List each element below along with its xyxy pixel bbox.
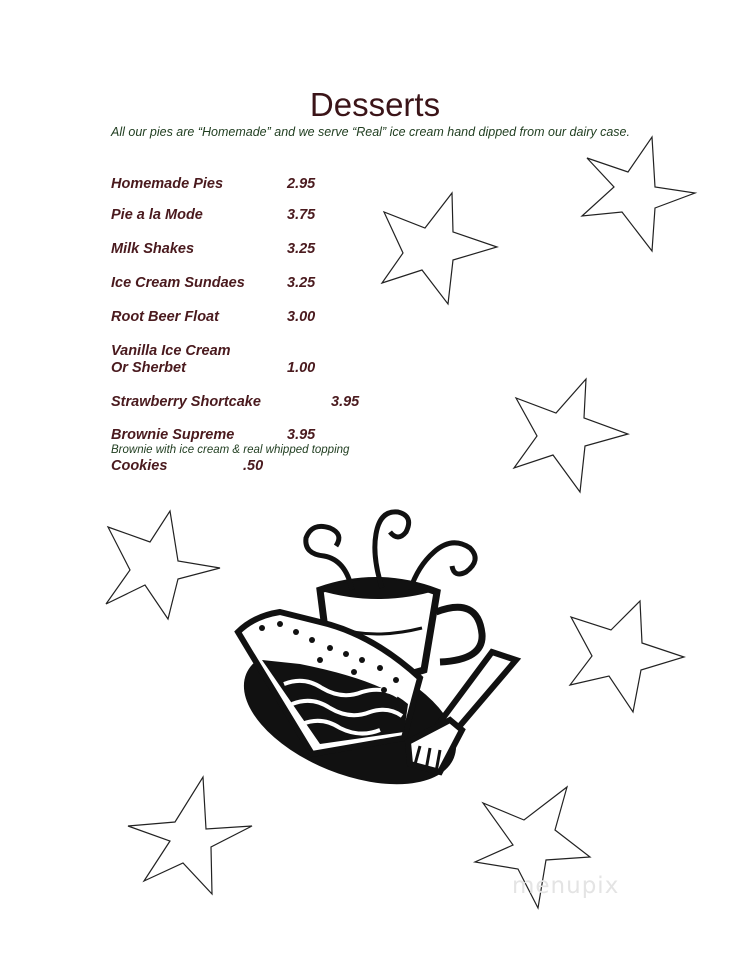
item-name-milk-shakes: Milk Shakes <box>111 241 195 257</box>
item-name-homemade-pies: Homemade Pies <box>111 176 224 192</box>
star-icon <box>382 193 497 304</box>
item-name-brownie-supreme: Brownie Supreme <box>111 427 235 443</box>
star-icon <box>514 379 628 492</box>
item-desc-brownie-supreme: Brownie with ice cream & real whipped topping <box>111 444 350 456</box>
item-price-milk-shakes: 3.25 <box>287 241 316 257</box>
star-icon <box>582 137 695 251</box>
star-icon <box>128 777 252 894</box>
item-price-pie-a-la-mode: 3.75 <box>287 207 316 223</box>
item-price-cookies: .50 <box>243 458 264 474</box>
item-name-pie-a-la-mode: Pie a la Mode <box>111 207 203 223</box>
item-price-homemade-pies: 2.95 <box>287 176 316 192</box>
star-icon <box>106 511 220 619</box>
item-name-strawberry-shortcake: Strawberry Shortcake <box>111 394 261 410</box>
item-name-cookies: Cookies <box>111 458 168 474</box>
watermark-text: menupix <box>512 873 620 899</box>
pie-and-coffee-icon <box>224 512 516 812</box>
item-price-brownie-supreme: 3.95 <box>287 427 316 443</box>
item-name-vanilla-ice-cream: Vanilla Ice Cream <box>111 343 231 359</box>
item-name-or-sherbet: Or Sherbet <box>111 360 186 376</box>
item-name-ice-cream-sundaes: Ice Cream Sundaes <box>111 275 245 291</box>
menu-title: Desserts <box>309 86 441 123</box>
star-icon <box>570 601 684 712</box>
menu-subtitle: All our pies are “Homemade” and we serve “Real” ice cream hand dipped from our dairy case. <box>111 125 630 139</box>
item-name-root-beer-float: Root Beer Float <box>111 309 219 325</box>
item-price-strawberry-shortcake: 3.95 <box>331 394 360 410</box>
item-price-ice-cream-sundaes: 3.25 <box>287 275 316 291</box>
item-price-root-beer-float: 3.00 <box>287 309 316 325</box>
item-price-vanilla-ice-cream: 1.00 <box>287 360 316 376</box>
